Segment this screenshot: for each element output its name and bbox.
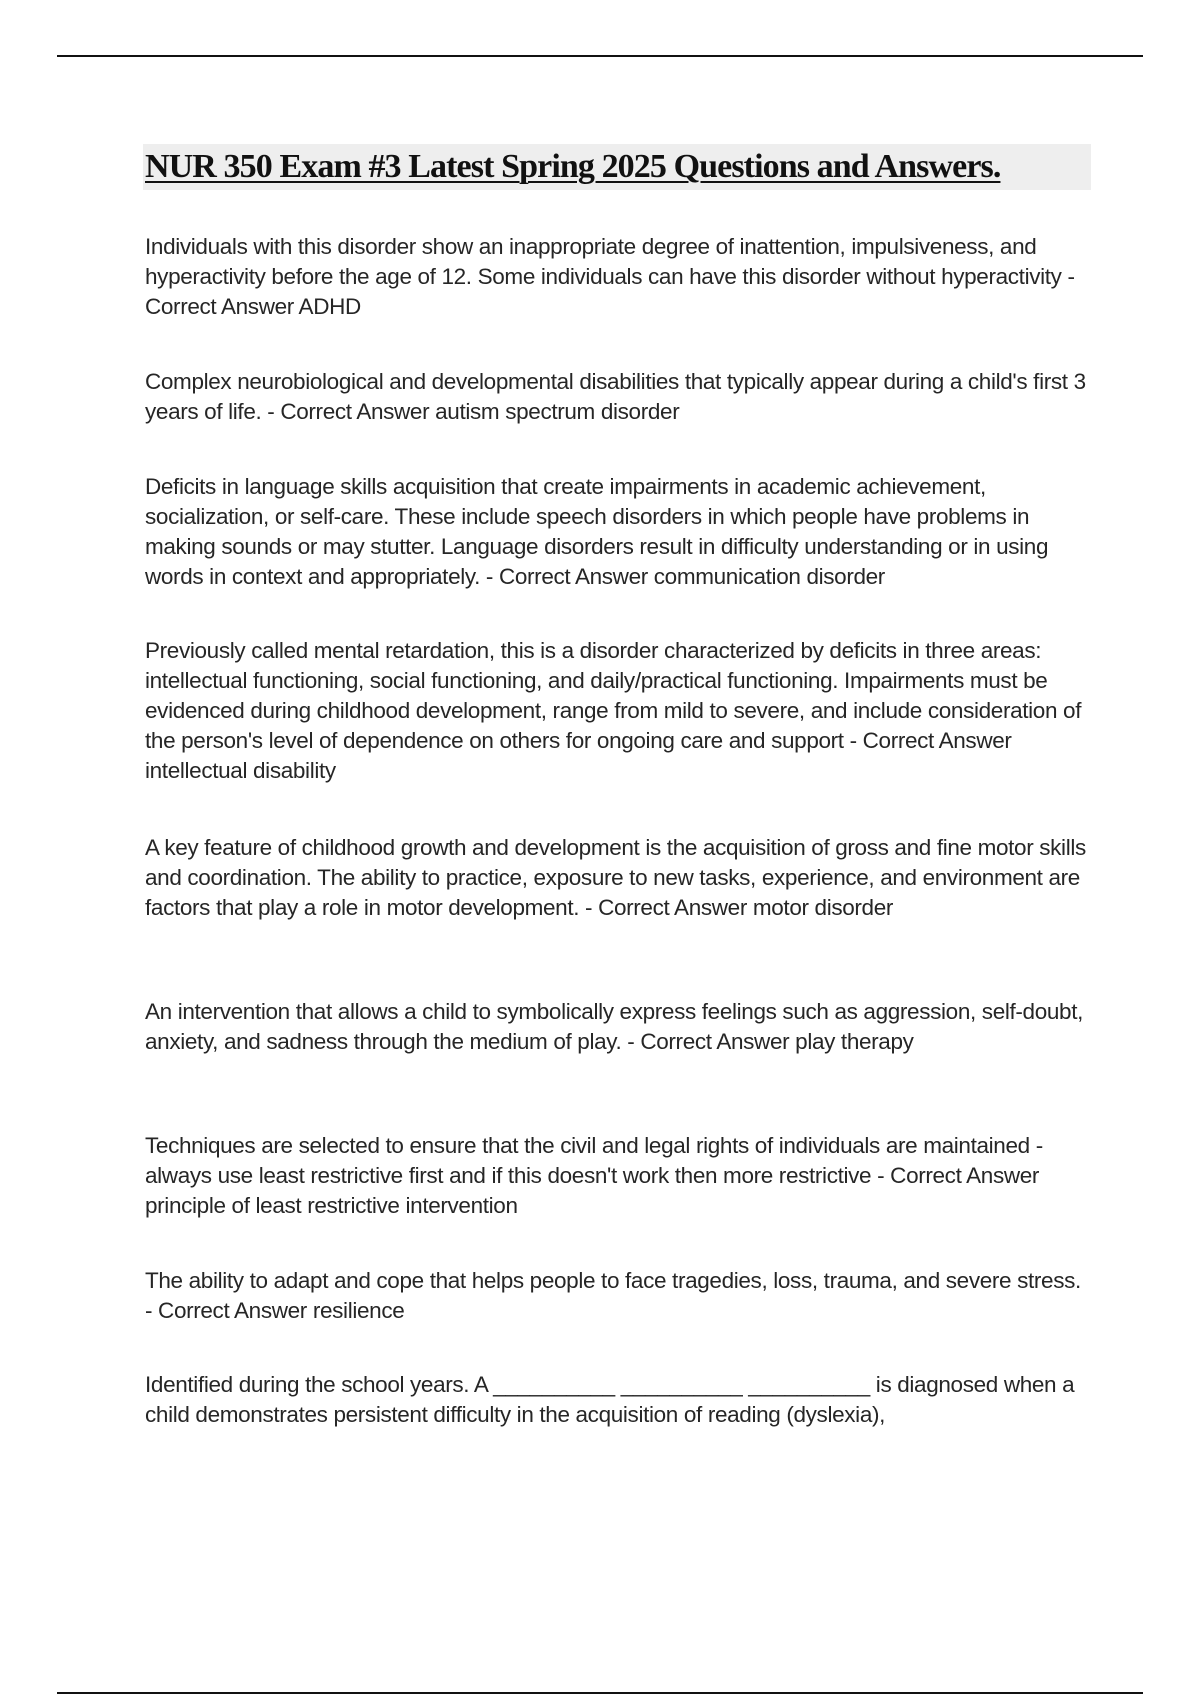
qa-item-learning-disorder: Identified during the school years. A __________ __________ __________ is diagnosed when a child demonstrates persistent difficulty in the acquisition of reading (dyslexia),: [145, 1372, 1075, 1427]
qa-item-least-restrictive: Techniques are selected to ensure that the civil and legal rights of individuals are maintained - always use least restrictive first and if this doesn't work then more restrictive - Correct Answer principle of least restrictive intervention: [145, 1133, 1043, 1218]
qa-item-motor: A key feature of childhood growth and development is the acquisition of gross and fine motor skills and coordination. The ability to practice, exposure to new tasks, experience, and environment are factors that play a role in motor development. - Correct Answer motor disorder: [145, 835, 1086, 920]
qa-item-resilience: The ability to adapt and cope that helps people to face tragedies, loss, trauma, and severe stress. - Correct Answer resilience: [145, 1268, 1081, 1323]
qa-item-play-therapy: An intervention that allows a child to symbolically express feelings such as aggression, self-doubt, anxiety, and sadness through the medium of play. - Correct Answer play therapy: [145, 999, 1084, 1054]
title-highlight: [143, 144, 1091, 190]
top-rule: [57, 55, 1143, 57]
page-title: NUR 350 Exam #3 Latest Spring 2025 Questions and Answers.: [145, 148, 1001, 185]
qa-item-intellectual: Previously called mental retardation, this is a disorder characterized by deficits in three areas: intellectual functioning, social functioning, and daily/practical functioning. Impairments must be evidenced during childhood development, range from mild to severe, and include consideration of the person's level of dependence on others for ongoing care and support - Correct Answer intellectual disability: [145, 638, 1082, 783]
qa-item-communication: Deficits in language skills acquisition that create impairments in academic achievement, socialization, or self-care. These include speech disorders in which people have problems in making sounds or may stutter. Language disorders result in difficulty understanding or in using words in context and appropriately. - Correct Answer communication disorder: [145, 474, 1049, 589]
bottom-rule: [57, 1692, 1143, 1694]
qa-item-adhd: Individuals with this disorder show an inappropriate degree of inattention, impulsiveness, and hyperactivity before the age of 12. Some individuals can have this disorder without hyperactivity - Correct Answer ADHD: [145, 234, 1075, 319]
qa-item-autism: Complex neurobiological and developmental disabilities that typically appear during a child's first 3 years of life. - Correct Answer autism spectrum disorder: [145, 369, 1086, 424]
